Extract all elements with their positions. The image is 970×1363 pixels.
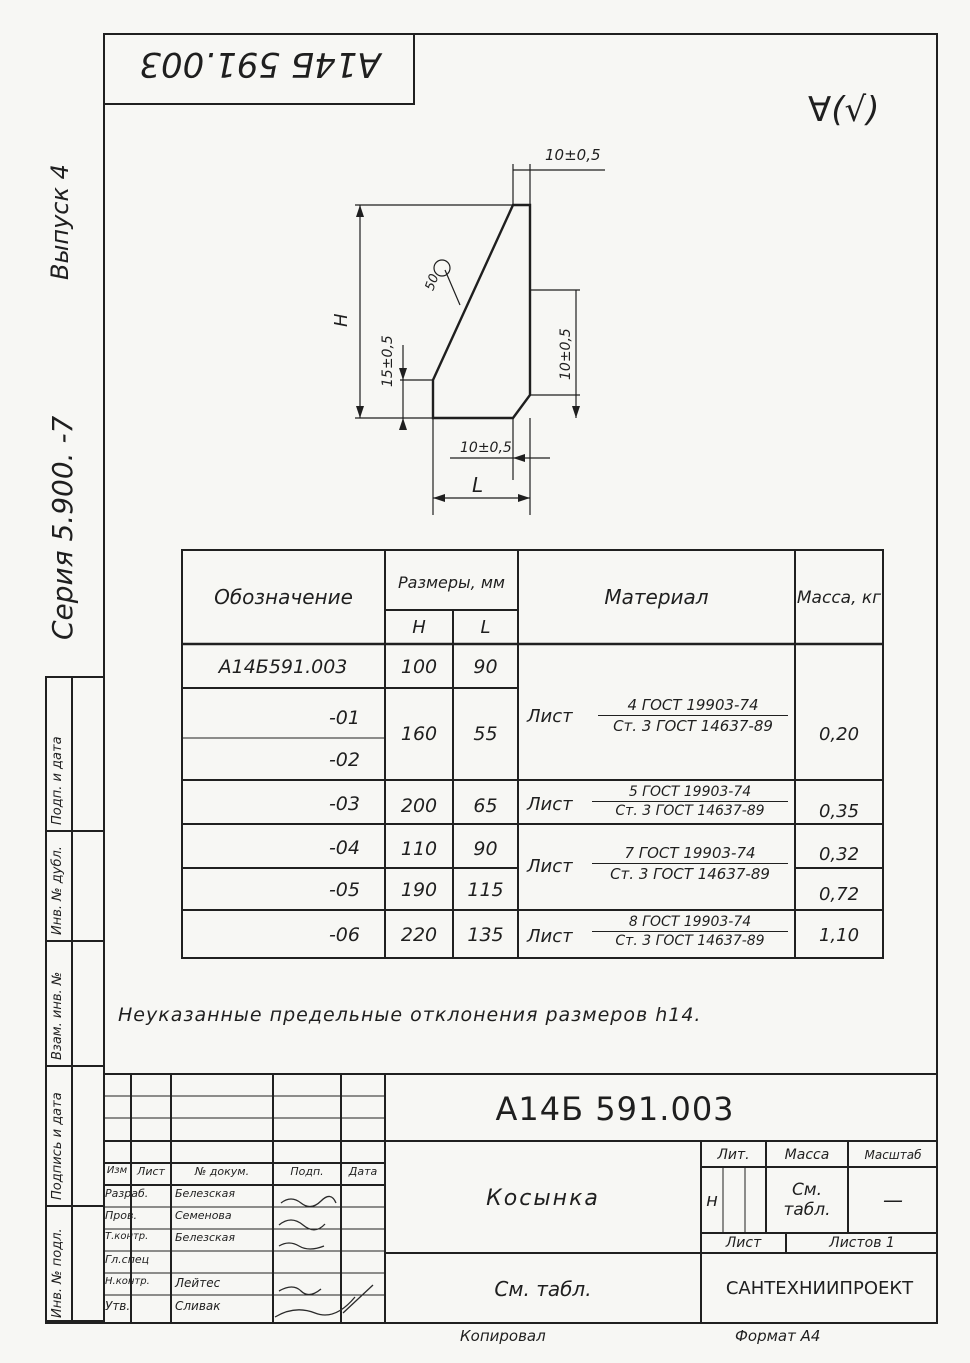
row-l-0: 90 (473, 656, 498, 678)
row-l-1: 55 (473, 723, 498, 745)
row-l-6: 135 (467, 924, 504, 946)
tb-lit-label: Лит. (717, 1147, 750, 1163)
material-frac-1 (592, 784, 788, 819)
row-l-5: 115 (467, 879, 504, 901)
weld-size: 50 (422, 272, 443, 293)
header-material: Материал (604, 585, 709, 609)
dim-l: L (472, 473, 484, 497)
row-des-3: -03 (328, 793, 360, 815)
footer-copied: Копировал (460, 1327, 546, 1345)
dim-top: 10±0,5 (545, 146, 601, 164)
row-l-4: 90 (473, 838, 498, 860)
material-prefix-1: Лист (527, 794, 573, 815)
row-h-6: 220 (400, 924, 438, 946)
tb-mass-value: См. табл. (783, 1180, 831, 1220)
row-des-2: -02 (328, 749, 360, 771)
part-outline (433, 205, 530, 418)
part-drawing (330, 140, 630, 530)
dim-bottom: 10±0,5 (460, 440, 512, 456)
side-label-podp: Подп. и дата (50, 736, 65, 825)
tb-role-3: Гл.спец (105, 1253, 150, 1266)
row-h-1: 160 (400, 723, 438, 745)
row-des-1: -01 (328, 707, 360, 729)
material-den-3: Ст. 3 ГОСТ 14637-89 (615, 933, 765, 949)
tb-mass-label: Масса (784, 1147, 830, 1163)
material-frac-0 (598, 696, 788, 735)
tb-role-2: Т.контр. (105, 1231, 149, 1242)
seria-label: Серия 5.900. -7 (46, 415, 79, 640)
tb-scale-label: Масштаб (864, 1148, 922, 1162)
row-des-6: -06 (328, 924, 360, 946)
row-h-5: 190 (400, 879, 438, 901)
row-h-3: 200 (400, 795, 438, 817)
tb-organization: САНТЕХНИИПРОЕКТ (725, 1278, 914, 1299)
header-designation: Обозначение (214, 585, 353, 609)
material-num-3: 8 ГОСТ 19903-74 (592, 914, 788, 932)
header-sizes: Размеры, мм (398, 572, 505, 592)
row-des-5: -05 (328, 879, 360, 901)
tb-head-doc: № докум. (194, 1165, 250, 1178)
row-des-0: A14Б591.003 (218, 656, 348, 678)
material-prefix-3: Лист (527, 926, 573, 947)
tb-lit-value: н (706, 1189, 718, 1211)
material-frac-3 (592, 914, 788, 949)
row-h-4: 110 (400, 838, 438, 860)
tb-name-2: Белезская (175, 1231, 236, 1244)
title-block (103, 1073, 938, 1324)
tb-role-0: Разраб. (105, 1187, 149, 1200)
material-den-1: Ст. 3 ГОСТ 14637-89 (615, 803, 765, 819)
material-num-0: 4 ГОСТ 19903-74 (598, 696, 788, 716)
tb-sheet-label: Лист (725, 1235, 762, 1251)
footer-format: Формат А4 (735, 1327, 821, 1345)
side-label-inv: Инв. № подл. (50, 1228, 65, 1318)
side-label-vzam: Взам. инв. № (50, 971, 65, 1060)
mass-3: 0,72 (818, 883, 860, 905)
tb-name-1: Семенова (175, 1209, 232, 1222)
tb-sheets-label: Листов 1 (829, 1235, 895, 1251)
tb-name-4: Лейтес (175, 1276, 221, 1290)
tb-role-5: Утв. (105, 1299, 131, 1313)
tb-material: См. табл. (494, 1276, 592, 1301)
spec-table (180, 548, 885, 960)
material-num-2: 7 ГОСТ 19903-74 (592, 844, 788, 864)
row-l-3: 65 (473, 795, 498, 817)
roughness-mark: ∀(√) (808, 90, 880, 130)
tb-head-izm: Изм (106, 1165, 128, 1176)
mass-0: 0,20 (818, 723, 860, 745)
dim-right: 10±0,5 (558, 328, 574, 380)
tb-role-4: Н.контр. (105, 1276, 150, 1287)
mass-1: 0,35 (818, 800, 860, 822)
tb-doc-number: A14Б 591.003 (495, 1090, 735, 1128)
header-mass: Масса, кг (796, 588, 882, 608)
dim-15: 15±0,5 (380, 335, 396, 387)
signatures (275, 1196, 373, 1317)
material-prefix-0: Лист (527, 706, 573, 727)
mass-4: 1,10 (818, 924, 860, 946)
material-frac-2 (592, 844, 788, 883)
header-h: H (412, 616, 426, 638)
dim-h: H (331, 313, 352, 327)
tb-scale-value: — (883, 1188, 903, 1212)
header-l: L (480, 616, 491, 638)
tolerance-note: Неуказанные предельные отклонения размеров h14. (118, 1004, 702, 1026)
material-prefix-2: Лист (527, 856, 573, 877)
row-des-4: -04 (328, 837, 360, 859)
tb-name-5: Сливак (175, 1299, 221, 1313)
side-label-podpis: Подпись и дата (50, 1092, 65, 1200)
tb-head-podp: Подп. (290, 1165, 324, 1178)
material-num-1: 5 ГОСТ 19903-74 (592, 784, 788, 802)
side-label-dubl: Инв. № дубл. (50, 846, 65, 935)
tb-part-name: Косынка (486, 1185, 600, 1211)
material-den-2: Ст. 3 ГОСТ 14637-89 (610, 865, 770, 883)
mass-2: 0,32 (818, 843, 860, 865)
tb-name-0: Белезская (175, 1187, 236, 1200)
tb-role-1: Пров. (105, 1209, 137, 1222)
row-h-0: 100 (400, 656, 438, 678)
material-den-0: Ст. 3 ГОСТ 14637-89 (613, 717, 773, 735)
top-stamp-number: A14Б 591.003 (139, 44, 381, 84)
side-boxes-divider (71, 676, 73, 1322)
tb-head-data: Дата (348, 1165, 378, 1178)
tb-head-list: Лист (137, 1165, 165, 1178)
vypusk-label: Выпуск 4 (46, 164, 74, 280)
